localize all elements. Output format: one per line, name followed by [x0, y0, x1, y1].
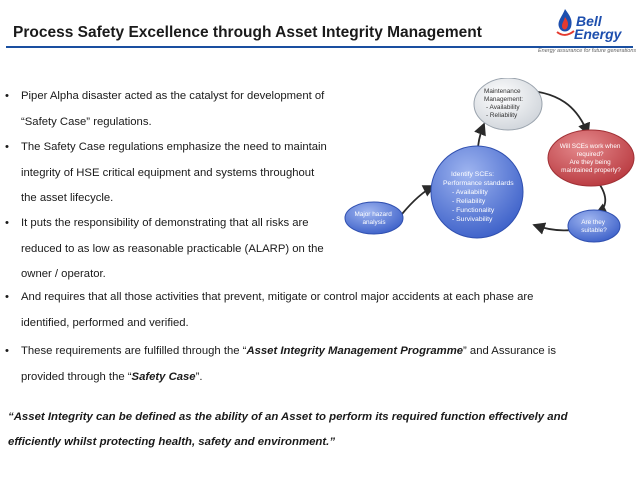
arrow-hazard-to-identify — [402, 186, 434, 214]
svg-text:Major hazard analysis: Major hazard analysis — [354, 211, 392, 226]
logo-tagline: Energy assurance for future generations — [538, 48, 637, 54]
are-they-suitable-bubble — [568, 210, 620, 242]
bullet-dot: • — [5, 345, 9, 357]
bullet-5: • These requirements are fulfilled through the “Asset Integrity Management Programme” and Assurance is provided through the “Safety Case”. — [21, 339, 556, 390]
flame-icon — [554, 8, 576, 38]
bullet-3: • It puts the responsibility of demonstrating that all risks are reduced to as low as reasonable practicable (ALARP) on the owner / operator. — [21, 211, 324, 288]
safety-case-text: Safety Case — [131, 370, 196, 383]
will-sces-work-bubble — [548, 130, 634, 186]
bullet-4: • And requires that all those activities that prevent, mitigate or control major accidents at each phase are identified, performed and verified. — [21, 285, 533, 336]
bullet-dot: • — [5, 90, 9, 102]
svg-text:Maintenance Management:: Maintenance Management: - Availability - Reliability — [484, 88, 524, 119]
logo-word-energy: Energy — [574, 26, 622, 42]
bullet-dot: • — [5, 291, 9, 303]
definition-quote: “Asset Integrity can be defined as the ability of an Asset to perform its required function effectively and efficiently whilst protecting health, safety and environment.” — [8, 411, 568, 448]
asset-integrity-cycle-diagram — [340, 78, 636, 290]
bell-energy-logo — [554, 4, 634, 48]
page-title: Process Safety Excellence through Asset Integrity Management — [13, 24, 482, 41]
bullet-1: • Piper Alpha disaster acted as the catalyst for development of “Safety Case” regulations. — [21, 84, 324, 135]
logo-word-bell: Bell — [576, 13, 602, 29]
arrow-will-to-suitable — [596, 182, 605, 214]
svg-text:Are they suitable?: Are they suitable? — [581, 219, 607, 234]
bullet-dot: • — [5, 217, 9, 229]
bullet-2: • The Safety Case regulations emphasize the need to maintain integrity of HSE critical equipment and systems throughout the asset lifecycle. — [21, 135, 327, 212]
asset-integrity-programme-text: Asset Integrity Management Programme — [246, 345, 464, 357]
bullet-dot: • — [5, 141, 9, 153]
svg-text:Will SCEs work when requir: Will SCEs work when required? Are they being maintained properly? — [559, 143, 621, 174]
svg-text:Identify SCEs: Performance: Identify SCEs: Performance standards - Availability - Reliability - Functionality - Survivability — [443, 171, 514, 223]
major-hazard-bubble — [345, 202, 403, 234]
